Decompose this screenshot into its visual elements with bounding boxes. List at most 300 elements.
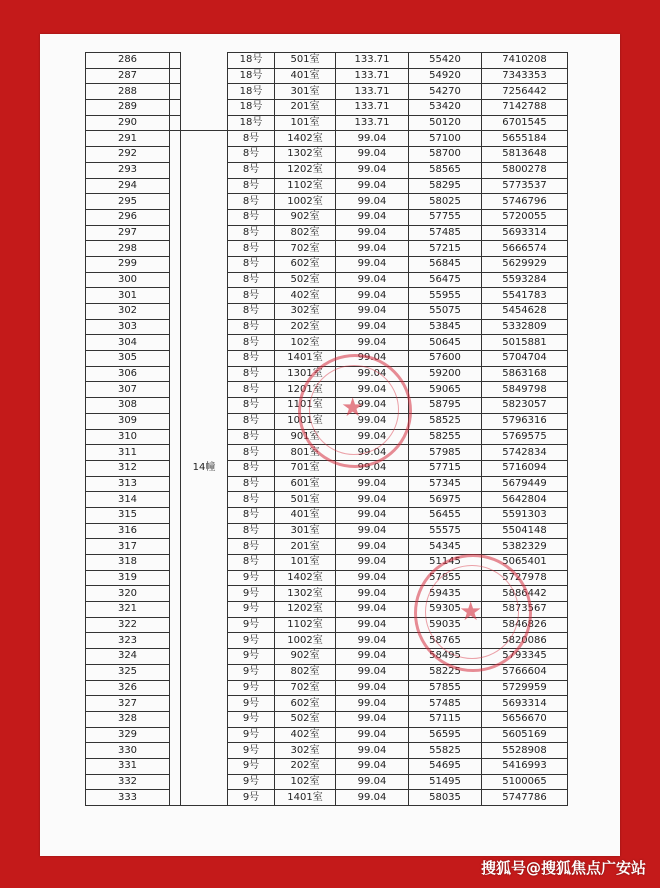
row-number: 315 xyxy=(86,507,170,523)
total-price: 6701545 xyxy=(482,115,568,131)
row-number: 326 xyxy=(86,680,170,696)
room-number: 602室 xyxy=(275,696,336,712)
row-number: 286 xyxy=(86,53,170,69)
total-price: 5849798 xyxy=(482,382,568,398)
room-number: 1302室 xyxy=(275,586,336,602)
unit-number: 8号 xyxy=(228,539,275,555)
unit-price: 58255 xyxy=(409,429,482,445)
total-price: 7142788 xyxy=(482,100,568,116)
total-price: 5720055 xyxy=(482,209,568,225)
room-number: 401室 xyxy=(275,68,336,84)
unit-price: 55075 xyxy=(409,304,482,320)
room-number: 1401室 xyxy=(275,351,336,367)
room-number: 102室 xyxy=(275,774,336,790)
table-row xyxy=(86,162,568,178)
area: 99.04 xyxy=(336,617,409,633)
table-row xyxy=(86,272,568,288)
unit-number: 8号 xyxy=(228,288,275,304)
area: 99.04 xyxy=(336,225,409,241)
room-number: 1402室 xyxy=(275,131,336,147)
unit-number: 8号 xyxy=(228,507,275,523)
total-price: 5813648 xyxy=(482,147,568,163)
building-cell xyxy=(181,115,228,131)
unit-price: 58025 xyxy=(409,194,482,210)
area: 99.04 xyxy=(336,460,409,476)
room-number: 1001室 xyxy=(275,413,336,429)
table-row xyxy=(86,225,568,241)
total-price: 5693314 xyxy=(482,225,568,241)
table-row xyxy=(86,351,568,367)
room-number: 602室 xyxy=(275,256,336,272)
area: 99.04 xyxy=(336,649,409,665)
area: 99.04 xyxy=(336,288,409,304)
unit-price: 54695 xyxy=(409,758,482,774)
table-row xyxy=(86,507,568,523)
unit-price: 57485 xyxy=(409,696,482,712)
area: 99.04 xyxy=(336,162,409,178)
total-price: 5605169 xyxy=(482,727,568,743)
area: 99.04 xyxy=(336,790,409,806)
unit-number: 8号 xyxy=(228,382,275,398)
total-price: 5823057 xyxy=(482,398,568,414)
area: 133.71 xyxy=(336,115,409,131)
room-number: 1301室 xyxy=(275,366,336,382)
room-number: 1302室 xyxy=(275,147,336,163)
total-price: 5873567 xyxy=(482,602,568,618)
total-price: 7256442 xyxy=(482,84,568,100)
unit-number: 9号 xyxy=(228,696,275,712)
row-number: 292 xyxy=(86,147,170,163)
row-number: 295 xyxy=(86,194,170,210)
table-row xyxy=(86,382,568,398)
watermark: 搜狐号@搜狐焦点广安站 xyxy=(480,859,646,877)
row-number: 310 xyxy=(86,429,170,445)
total-price: 5642804 xyxy=(482,492,568,508)
unit-number: 9号 xyxy=(228,633,275,649)
unit-price: 55420 xyxy=(409,53,482,69)
room-number: 201室 xyxy=(275,539,336,555)
table-row xyxy=(86,147,568,163)
total-price: 5820086 xyxy=(482,633,568,649)
room-number: 1102室 xyxy=(275,617,336,633)
row-number: 324 xyxy=(86,649,170,665)
unit-price: 59305 xyxy=(409,602,482,618)
building-cell xyxy=(181,68,228,84)
table-row xyxy=(86,758,568,774)
area: 99.04 xyxy=(336,633,409,649)
unit-number: 8号 xyxy=(228,319,275,335)
table-row xyxy=(86,633,568,649)
row-number: 333 xyxy=(86,790,170,806)
unit-price: 51145 xyxy=(409,555,482,571)
total-price: 5886442 xyxy=(482,586,568,602)
area: 99.04 xyxy=(336,711,409,727)
total-price: 5793345 xyxy=(482,649,568,665)
room-number: 302室 xyxy=(275,743,336,759)
area: 99.04 xyxy=(336,476,409,492)
table-row xyxy=(86,100,568,116)
unit-number: 8号 xyxy=(228,162,275,178)
row-number: 301 xyxy=(86,288,170,304)
table-row xyxy=(86,555,568,571)
table-row xyxy=(86,617,568,633)
total-price: 5747786 xyxy=(482,790,568,806)
seal-star-icon: ★ xyxy=(459,597,483,627)
total-price: 5773537 xyxy=(482,178,568,194)
unit-price: 56455 xyxy=(409,507,482,523)
area: 99.04 xyxy=(336,555,409,571)
total-price: 5693314 xyxy=(482,696,568,712)
area: 99.04 xyxy=(336,178,409,194)
unit-number: 8号 xyxy=(228,272,275,288)
unit-price: 58225 xyxy=(409,664,482,680)
row-number: 303 xyxy=(86,319,170,335)
row-number: 293 xyxy=(86,162,170,178)
total-price: 5742834 xyxy=(482,445,568,461)
room-number: 802室 xyxy=(275,664,336,680)
row-number: 299 xyxy=(86,256,170,272)
row-number: 325 xyxy=(86,664,170,680)
unit-number: 9号 xyxy=(228,586,275,602)
unit-price: 57715 xyxy=(409,460,482,476)
total-price: 5656670 xyxy=(482,711,568,727)
table-row xyxy=(86,492,568,508)
spacer-cell xyxy=(170,53,181,69)
unit-number: 9号 xyxy=(228,617,275,633)
area: 99.04 xyxy=(336,539,409,555)
unit-number: 9号 xyxy=(228,727,275,743)
unit-number: 8号 xyxy=(228,241,275,257)
total-price: 5065401 xyxy=(482,555,568,571)
unit-number: 8号 xyxy=(228,178,275,194)
row-number: 327 xyxy=(86,696,170,712)
room-number: 202室 xyxy=(275,319,336,335)
unit-price: 56595 xyxy=(409,727,482,743)
unit-number: 9号 xyxy=(228,711,275,727)
total-price: 5541783 xyxy=(482,288,568,304)
unit-price: 59065 xyxy=(409,382,482,398)
room-number: 702室 xyxy=(275,241,336,257)
total-price: 5704704 xyxy=(482,351,568,367)
row-number: 300 xyxy=(86,272,170,288)
unit-number: 9号 xyxy=(228,570,275,586)
unit-price: 56475 xyxy=(409,272,482,288)
area: 99.04 xyxy=(336,696,409,712)
unit-number: 8号 xyxy=(228,147,275,163)
area: 99.04 xyxy=(336,445,409,461)
unit-number: 9号 xyxy=(228,790,275,806)
area: 99.04 xyxy=(336,492,409,508)
area: 133.71 xyxy=(336,68,409,84)
unit-number: 8号 xyxy=(228,256,275,272)
row-number: 322 xyxy=(86,617,170,633)
table-row xyxy=(86,194,568,210)
table-row xyxy=(86,445,568,461)
building-cell xyxy=(181,84,228,100)
spacer-cell xyxy=(170,100,181,116)
unit-number: 18号 xyxy=(228,53,275,69)
table-row xyxy=(86,413,568,429)
unit-number: 8号 xyxy=(228,131,275,147)
area: 99.04 xyxy=(336,131,409,147)
area: 99.04 xyxy=(336,304,409,320)
room-number: 1402室 xyxy=(275,570,336,586)
spacer-cell xyxy=(170,131,181,806)
room-number: 401室 xyxy=(275,507,336,523)
table-row xyxy=(86,429,568,445)
table-row xyxy=(86,304,568,320)
area: 99.04 xyxy=(336,335,409,351)
room-number: 1002室 xyxy=(275,194,336,210)
unit-number: 9号 xyxy=(228,774,275,790)
unit-number: 8号 xyxy=(228,209,275,225)
row-number: 321 xyxy=(86,602,170,618)
table-row xyxy=(86,241,568,257)
unit-number: 9号 xyxy=(228,649,275,665)
room-number: 801室 xyxy=(275,445,336,461)
room-number: 402室 xyxy=(275,288,336,304)
unit-price: 54270 xyxy=(409,84,482,100)
unit-price: 59200 xyxy=(409,366,482,382)
room-number: 1101室 xyxy=(275,398,336,414)
total-price: 5591303 xyxy=(482,507,568,523)
unit-number: 8号 xyxy=(228,445,275,461)
row-number: 317 xyxy=(86,539,170,555)
seal-star-icon: ★ xyxy=(341,393,365,423)
unit-price: 57600 xyxy=(409,351,482,367)
unit-price: 57755 xyxy=(409,209,482,225)
area: 99.04 xyxy=(336,602,409,618)
area: 99.04 xyxy=(336,774,409,790)
row-number: 287 xyxy=(86,68,170,84)
room-number: 501室 xyxy=(275,492,336,508)
unit-price: 56845 xyxy=(409,256,482,272)
table-row xyxy=(86,680,568,696)
area: 99.04 xyxy=(336,147,409,163)
table-row xyxy=(86,335,568,351)
area: 133.71 xyxy=(336,100,409,116)
row-number: 331 xyxy=(86,758,170,774)
unit-number: 8号 xyxy=(228,351,275,367)
unit-price: 50645 xyxy=(409,335,482,351)
room-number: 102室 xyxy=(275,335,336,351)
unit-number: 18号 xyxy=(228,115,275,131)
unit-price: 58765 xyxy=(409,633,482,649)
unit-number: 8号 xyxy=(228,304,275,320)
total-price: 5796316 xyxy=(482,413,568,429)
total-price: 5593284 xyxy=(482,272,568,288)
total-price: 5727978 xyxy=(482,570,568,586)
total-price: 5504148 xyxy=(482,523,568,539)
row-number: 297 xyxy=(86,225,170,241)
unit-number: 9号 xyxy=(228,743,275,759)
unit-number: 8号 xyxy=(228,194,275,210)
unit-price: 58295 xyxy=(409,178,482,194)
room-number: 202室 xyxy=(275,758,336,774)
table-row xyxy=(86,84,568,100)
area: 99.04 xyxy=(336,241,409,257)
table-row xyxy=(86,774,568,790)
area: 99.04 xyxy=(336,351,409,367)
total-price: 5766604 xyxy=(482,664,568,680)
table-row xyxy=(86,743,568,759)
area: 99.04 xyxy=(336,209,409,225)
unit-price: 57100 xyxy=(409,131,482,147)
area: 99.04 xyxy=(336,680,409,696)
table-row xyxy=(86,523,568,539)
unit-number: 9号 xyxy=(228,664,275,680)
total-price: 5666574 xyxy=(482,241,568,257)
unit-number: 8号 xyxy=(228,429,275,445)
row-number: 307 xyxy=(86,382,170,398)
row-number: 329 xyxy=(86,727,170,743)
unit-price: 50120 xyxy=(409,115,482,131)
row-number: 312 xyxy=(86,460,170,476)
unit-price: 58700 xyxy=(409,147,482,163)
table-row xyxy=(86,696,568,712)
table-row xyxy=(86,53,568,69)
area: 99.04 xyxy=(336,413,409,429)
total-price: 5729959 xyxy=(482,680,568,696)
table-row xyxy=(86,366,568,382)
area: 99.04 xyxy=(336,366,409,382)
unit-price: 58495 xyxy=(409,649,482,665)
total-price: 5015881 xyxy=(482,335,568,351)
room-number: 502室 xyxy=(275,711,336,727)
room-number: 601室 xyxy=(275,476,336,492)
row-number: 302 xyxy=(86,304,170,320)
total-price: 5528908 xyxy=(482,743,568,759)
table-row xyxy=(86,209,568,225)
room-number: 701室 xyxy=(275,460,336,476)
area: 99.04 xyxy=(336,664,409,680)
total-price: 5679449 xyxy=(482,476,568,492)
unit-number: 8号 xyxy=(228,335,275,351)
unit-price: 58795 xyxy=(409,398,482,414)
unit-number: 18号 xyxy=(228,84,275,100)
room-number: 301室 xyxy=(275,523,336,539)
unit-price: 57115 xyxy=(409,711,482,727)
total-price: 5846826 xyxy=(482,617,568,633)
table-row xyxy=(86,131,568,147)
unit-number: 8号 xyxy=(228,398,275,414)
building-label: 14幢 xyxy=(181,131,228,806)
unit-price: 55575 xyxy=(409,523,482,539)
spacer-cell xyxy=(170,115,181,131)
table-row xyxy=(86,398,568,414)
row-number: 313 xyxy=(86,476,170,492)
area: 99.04 xyxy=(336,523,409,539)
table-row xyxy=(86,178,568,194)
area: 99.04 xyxy=(336,570,409,586)
unit-number: 9号 xyxy=(228,680,275,696)
row-number: 320 xyxy=(86,586,170,602)
table-row xyxy=(86,68,568,84)
table-row xyxy=(86,586,568,602)
unit-price: 54345 xyxy=(409,539,482,555)
room-number: 301室 xyxy=(275,84,336,100)
unit-price: 57855 xyxy=(409,680,482,696)
total-price: 5716094 xyxy=(482,460,568,476)
unit-price: 56975 xyxy=(409,492,482,508)
total-price: 5382329 xyxy=(482,539,568,555)
unit-number: 18号 xyxy=(228,68,275,84)
table-row xyxy=(86,649,568,665)
total-price: 5629929 xyxy=(482,256,568,272)
building-cell xyxy=(181,53,228,69)
room-number: 1202室 xyxy=(275,602,336,618)
row-number: 296 xyxy=(86,209,170,225)
row-number: 294 xyxy=(86,178,170,194)
room-number: 201室 xyxy=(275,100,336,116)
table-row xyxy=(86,476,568,492)
unit-number: 8号 xyxy=(228,555,275,571)
total-price: 7410208 xyxy=(482,53,568,69)
row-number: 309 xyxy=(86,413,170,429)
unit-number: 9号 xyxy=(228,602,275,618)
row-number: 298 xyxy=(86,241,170,257)
table-row xyxy=(86,460,568,476)
table-row xyxy=(86,570,568,586)
total-price: 5655184 xyxy=(482,131,568,147)
spacer-cell xyxy=(170,68,181,84)
total-price: 7343353 xyxy=(482,68,568,84)
row-number: 323 xyxy=(86,633,170,649)
document-page xyxy=(40,34,620,856)
table-row xyxy=(86,711,568,727)
unit-number: 8号 xyxy=(228,523,275,539)
unit-price: 53420 xyxy=(409,100,482,116)
unit-number: 8号 xyxy=(228,492,275,508)
row-number: 291 xyxy=(86,131,170,147)
unit-price: 58035 xyxy=(409,790,482,806)
unit-number: 8号 xyxy=(228,225,275,241)
unit-price: 51495 xyxy=(409,774,482,790)
area: 99.04 xyxy=(336,194,409,210)
unit-price: 57215 xyxy=(409,241,482,257)
unit-price: 59435 xyxy=(409,586,482,602)
unit-price: 55955 xyxy=(409,288,482,304)
row-number: 288 xyxy=(86,84,170,100)
row-number: 330 xyxy=(86,743,170,759)
row-number: 304 xyxy=(86,335,170,351)
table-row xyxy=(86,288,568,304)
table-row xyxy=(86,790,568,806)
table-row xyxy=(86,256,568,272)
unit-price: 53845 xyxy=(409,319,482,335)
table-row xyxy=(86,727,568,743)
room-number: 501室 xyxy=(275,53,336,69)
unit-number: 8号 xyxy=(228,413,275,429)
total-price: 5769575 xyxy=(482,429,568,445)
unit-price: 57485 xyxy=(409,225,482,241)
row-number: 289 xyxy=(86,100,170,116)
unit-number: 8号 xyxy=(228,366,275,382)
table-row xyxy=(86,115,568,131)
row-number: 306 xyxy=(86,366,170,382)
area: 99.04 xyxy=(336,507,409,523)
unit-price: 58565 xyxy=(409,162,482,178)
room-number: 901室 xyxy=(275,429,336,445)
area: 99.04 xyxy=(336,586,409,602)
area: 99.04 xyxy=(336,272,409,288)
table-row xyxy=(86,602,568,618)
room-number: 902室 xyxy=(275,209,336,225)
area: 99.04 xyxy=(336,743,409,759)
room-number: 1201室 xyxy=(275,382,336,398)
room-number: 101室 xyxy=(275,555,336,571)
area: 99.04 xyxy=(336,256,409,272)
